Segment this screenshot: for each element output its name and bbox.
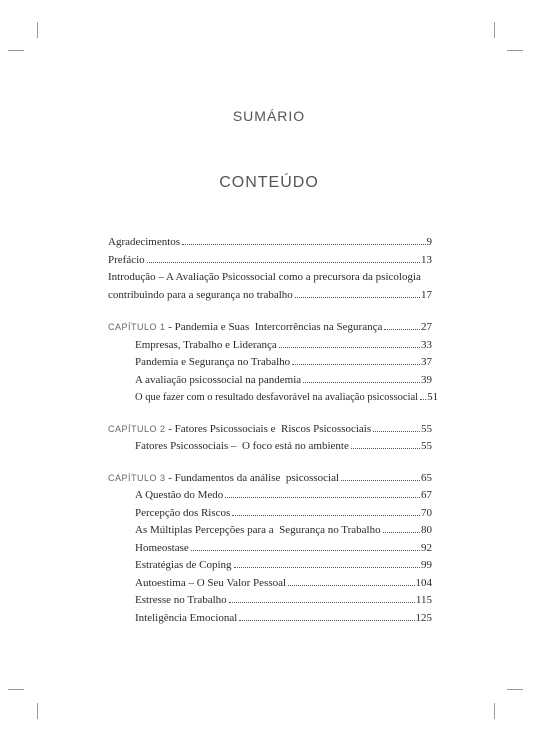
toc-section-title: Estratégias de Coping <box>135 559 232 571</box>
toc-page-number: 33 <box>421 338 432 351</box>
dot-leader <box>147 262 420 263</box>
toc-page-number: 70 <box>421 506 432 519</box>
dot-leader <box>182 244 425 245</box>
chapter-title: - Fatores Psicossociais e Riscos Psicossociais <box>165 422 372 435</box>
dot-leader <box>225 497 420 498</box>
dot-leader <box>288 585 414 586</box>
toc-page-number: 99 <box>421 559 432 571</box>
dot-leader <box>191 550 420 551</box>
toc-page-number: 13 <box>421 253 432 266</box>
toc-page-number: 39 <box>421 373 432 386</box>
toc-section-title: As Múltiplas Percepções para a Segurança no Trabalho <box>135 524 381 536</box>
toc-section-title: Autoestima – O Seu Valor Pessoal <box>135 576 287 589</box>
toc-chapter-3 <box>108 470 432 488</box>
dot-leader <box>239 620 414 621</box>
toc-section-title: A Questão do Medo <box>135 489 224 501</box>
toc-page-number: 51 <box>427 391 439 403</box>
dot-leader <box>420 399 426 400</box>
toc-section-title: A avaliação psicossocial na pandemia <box>135 373 302 386</box>
crop-mark <box>507 689 523 690</box>
toc-page-number: 17 <box>421 288 432 301</box>
toc-intro-line-1: Introdução – A Avaliação Psicossocial como a precursora da psicologia <box>108 271 421 283</box>
toc-page-number: 65 <box>421 471 432 484</box>
toc-section <box>108 610 432 628</box>
crop-mark <box>8 50 24 51</box>
toc-entry-preface <box>108 252 432 270</box>
dot-leader <box>292 364 420 365</box>
toc-section <box>108 372 432 390</box>
chapter-label: CAPÍTULO 3 <box>108 472 166 483</box>
toc-section-title: Estresse no Trabalho <box>135 594 227 606</box>
dot-leader <box>341 480 420 481</box>
toc-page-number: 55 <box>421 422 432 435</box>
toc-section <box>108 522 432 540</box>
toc-section <box>108 540 432 558</box>
toc-page-number: 27 <box>421 321 432 333</box>
dot-leader <box>232 515 420 516</box>
crop-mark <box>37 703 38 719</box>
crop-mark <box>494 703 495 719</box>
toc-page-number: 55 <box>421 440 432 452</box>
chapter-label: CAPÍTULO 1 <box>108 322 166 332</box>
toc-section <box>108 337 432 355</box>
table-of-contents <box>108 234 439 627</box>
toc-page-number: 104 <box>415 576 432 589</box>
toc-entry-acknowledgements <box>108 234 432 252</box>
dot-leader <box>384 329 420 330</box>
crop-mark <box>37 22 38 38</box>
toc-section-title: O que fazer com o resultado desfavorável na avaliação psicossocial <box>135 392 419 403</box>
toc-page-number: 80 <box>421 524 432 536</box>
dot-leader <box>295 297 420 298</box>
toc-section <box>108 389 439 407</box>
crop-mark <box>494 22 495 38</box>
toc-section-title: Homeostase <box>135 541 189 554</box>
toc-page-number: 92 <box>421 541 432 554</box>
crop-mark <box>8 689 24 690</box>
summary-heading: SUMÁRIO <box>232 108 306 124</box>
toc-page-number: 115 <box>415 594 432 606</box>
toc-section <box>108 592 432 610</box>
toc-section <box>108 438 432 456</box>
toc-entry-introduction <box>108 287 432 305</box>
toc-section-title: Fatores Psicossociais – O foco está no ambiente <box>135 440 349 452</box>
dot-leader <box>279 347 420 348</box>
dot-leader <box>234 567 420 568</box>
dot-leader <box>229 602 415 603</box>
chapter-title: - Pandemia e Suas Intercorrências na Segurança <box>165 321 383 333</box>
toc-chapter-2 <box>108 421 432 439</box>
dot-leader <box>383 532 420 533</box>
toc-section <box>108 354 432 372</box>
toc-page-number: 125 <box>415 611 432 624</box>
toc-entry-title: Prefácio <box>108 253 145 266</box>
chapter-title: - Fundamentos da análise psicossocial <box>165 471 340 484</box>
toc-chapter-1 <box>108 319 432 337</box>
toc-section <box>108 575 432 593</box>
toc-section-title: Empresas, Trabalho e Liderança <box>135 338 277 351</box>
toc-section-title: Inteligência Emocional <box>135 611 238 624</box>
chapter-label: CAPÍTULO 2 <box>108 423 166 434</box>
toc-entry-title: contribuindo para a segurança no trabalho <box>108 288 293 301</box>
toc-section <box>108 557 432 575</box>
toc-section <box>108 487 432 505</box>
toc-section-title: Percepção dos Riscos <box>135 506 231 519</box>
dot-leader <box>303 382 420 383</box>
toc-section-title: Pandemia e Segurança no Trabalho <box>135 356 291 368</box>
toc-page-number: 37 <box>421 356 432 368</box>
dot-leader <box>373 431 420 432</box>
toc-entry-title: Agradecimentos <box>108 236 181 248</box>
toc-page-number: 9 <box>426 236 432 248</box>
dot-leader <box>351 448 420 449</box>
toc-page-number: 67 <box>421 489 432 501</box>
crop-mark <box>507 50 523 51</box>
contents-heading: CONTEÚDO <box>219 174 319 191</box>
toc-section <box>108 505 432 523</box>
